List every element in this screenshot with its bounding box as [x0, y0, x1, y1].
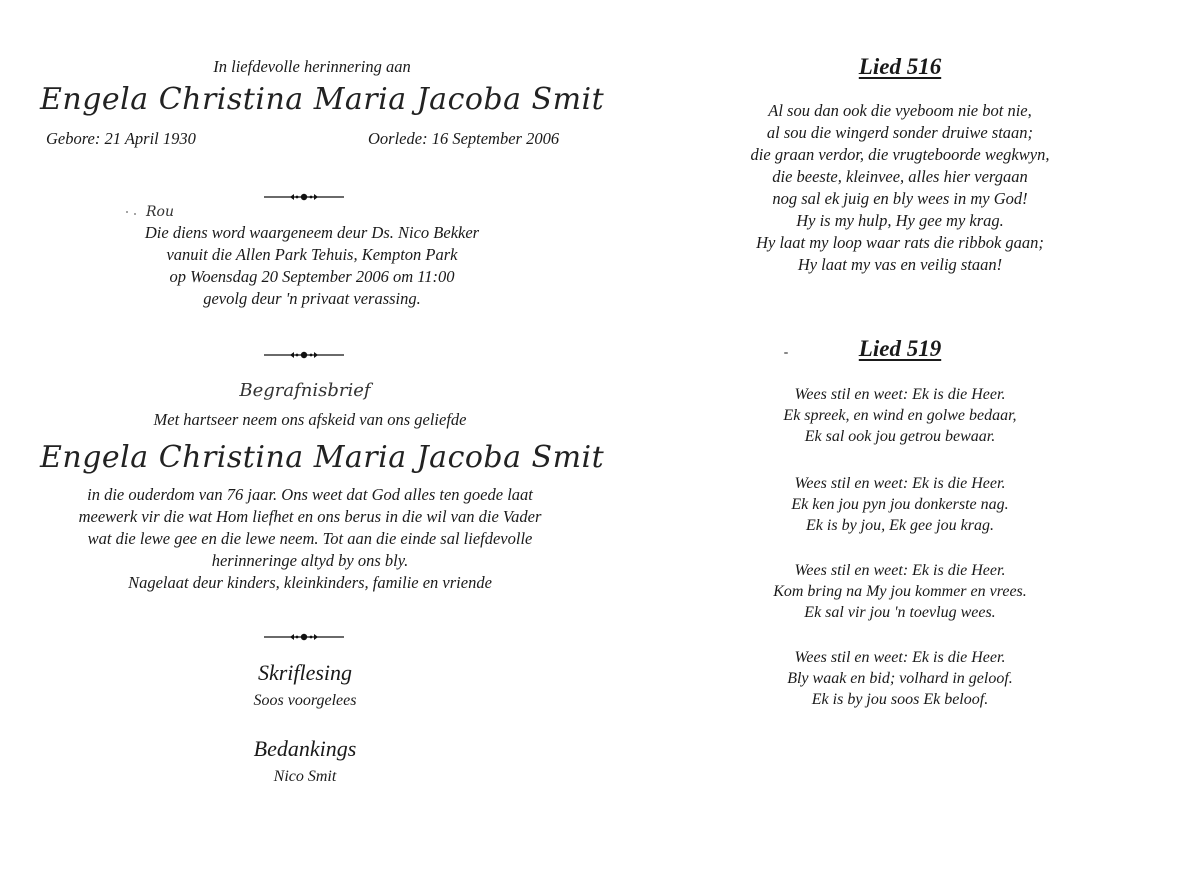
hymn1-line: al sou die wingerd sonder druiwe staan; [766, 123, 1034, 142]
hymn2-line: Wees stil en weet: Ek is die Heer. [794, 475, 1006, 492]
ornament-divider-icon [262, 192, 346, 202]
reading-sub: Soos voorgelees [253, 692, 357, 709]
name-top: Engela Christina Maria Jacoba Smit [40, 82, 605, 117]
letter-title: Begrafnisbrief [239, 380, 371, 401]
hymn1-line: Hy laat my vas en veilig staan! [797, 255, 1003, 274]
thanks-title: Bedankings [253, 736, 357, 761]
intro-text: In liefdevolle herinnering aan [213, 57, 411, 76]
letter-intro: Met hartseer neem ons afskeid van ons geliefde [153, 410, 467, 429]
hymn2-line: Kom bring na My jou kommer en vrees. [773, 583, 1027, 600]
hymn1-line: Hy is my hulp, Hy gee my krag. [796, 211, 1004, 230]
hymn2-verse-1 [700, 384, 1100, 447]
hymn2-line: Wees stil en weet: Ek is die Heer. [794, 649, 1006, 666]
ornament-divider-icon [262, 632, 346, 642]
name-bottom: Engela Christina Maria Jacoba Smit [40, 440, 605, 475]
hymn2-line: Ek sal ook jou getrou bewaar. [804, 428, 996, 445]
hymn1-line: Al sou dan ook die vyeboom nie bot nie, [768, 101, 1032, 120]
service-line: gevolg deur 'n privaat verassing. [203, 289, 421, 308]
letter-line: Nagelaat deur kinders, kleinkinders, familie en vriende [128, 573, 492, 592]
hymn1-line: nog sal ek juig en bly wees in my God! [772, 189, 1028, 208]
thanks-sub: Nico Smit [273, 768, 337, 785]
hymn2-line: Wees stil en weet: Ek is die Heer. [794, 386, 1006, 403]
hymn2-verse-3 [700, 560, 1100, 623]
service-line: Die diens word waargeneem deur Ds. Nico Bekker [144, 223, 480, 242]
hymn1-line: die graan verdor, die vrugteboorde wegkwyn, [750, 145, 1050, 164]
handwritten-insert: Rou [146, 204, 174, 220]
hymn1-line: Hy laat my loop waar rats die ribbok gaan; [756, 233, 1044, 252]
hymn2-line: Ek is by jou soos Ek beloof. [811, 691, 989, 708]
hymn1-line: die beeste, kleinvee, alles hier vergaan [772, 167, 1028, 186]
ornament-divider-icon [262, 350, 346, 360]
hymn1-verse [700, 100, 1100, 276]
letter-line: meewerk vir die wat Hom liefhet en ons berus in die wil van die Vader [78, 507, 542, 526]
hymn2-line: Ek spreek, en wind en golwe bedaar, [783, 407, 1017, 424]
letter-line: wat die lewe gee en die lewe neem. Tot aan die einde sal liefdevolle [87, 529, 533, 548]
hymn2-line: Ek sal vir jou 'n toevlug wees. [804, 604, 996, 621]
hymn2-line: Ek ken jou pyn jou donkerste nag. [791, 496, 1009, 513]
right-panel [600, 0, 1200, 872]
service-details [132, 222, 492, 310]
hymn1-title: Lied 516 [858, 54, 942, 79]
died-date: Oorlede: 16 September 2006 [368, 129, 560, 148]
reading-title: Skriflesing [257, 660, 353, 685]
hymn2-verse-4 [700, 647, 1100, 710]
service-line: vanuit die Allen Park Tehuis, Kempton Park [166, 245, 458, 264]
letter-line: in die ouderdom van 76 jaar. Ons weet dat God alles ten goede laat [87, 485, 533, 504]
letter-body [20, 484, 600, 594]
born-date: Gebore: 21 April 1930 [46, 129, 196, 148]
hymn2-line: Bly waak en bid; volhard in geloof. [787, 670, 1013, 687]
letter-line: herinneringe altyd by ons bly. [211, 551, 409, 570]
service-line: op Woensdag 20 September 2006 om 11:00 [169, 267, 455, 286]
hymn2-line: Wees stil en weet: Ek is die Heer. [794, 562, 1006, 579]
hymn2-verse-2 [700, 473, 1100, 536]
hymn2-title: Lied 519 [858, 336, 942, 361]
hymn2-line: Ek is by jou, Ek gee jou krag. [806, 517, 994, 534]
